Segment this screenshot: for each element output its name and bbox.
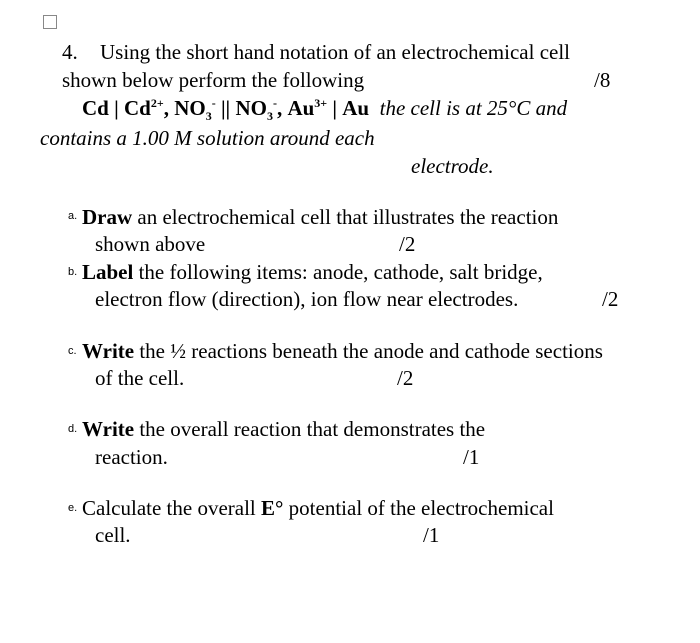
- cell-notation: [82, 96, 568, 124]
- notation-no3-b-sub: 3: [266, 109, 273, 124]
- notation-cd-charge: 2+: [150, 96, 164, 110]
- part-a-verb: Draw: [82, 205, 133, 229]
- part-b-line-2: electron flow (direction), ion flow near electrodes.: [95, 287, 519, 311]
- part-d-line-1: [82, 417, 485, 442]
- part-a-points: /2: [399, 232, 416, 256]
- part-a-label: a.: [68, 210, 78, 222]
- part-b-label: b.: [68, 266, 78, 278]
- part-d-text-1: the overall reaction that demonstrates the: [134, 417, 486, 441]
- question-number: 4.: [62, 40, 78, 64]
- part-c-label: c.: [68, 345, 77, 357]
- notation-no3-a-sub: 3: [205, 109, 212, 124]
- part-b-line-1: [82, 260, 543, 285]
- notation-double-bar: ||: [220, 96, 231, 120]
- part-e-label: e.: [68, 502, 78, 514]
- notation-au-charge: 3+: [314, 96, 328, 110]
- part-c-points: /2: [397, 366, 414, 390]
- notation-no3-a-charge: -: [211, 96, 216, 110]
- notation-bar-1: |: [114, 96, 119, 120]
- notation-au-ion: Au: [287, 96, 315, 120]
- question-line-1: Using the short hand notation of an electrochemical cell: [100, 40, 571, 64]
- part-c-line-1: [82, 339, 603, 364]
- part-e-text-1: Calculate the overall: [82, 496, 262, 520]
- part-b-verb: Label: [82, 260, 134, 284]
- question-line-2: shown below perform the following: [62, 68, 365, 92]
- notation-au: Au: [342, 96, 370, 120]
- part-e-potential-symbol: E°: [261, 496, 284, 520]
- part-b-text-1: the following items: anode, cathode, salt bridge,: [133, 260, 543, 284]
- part-a-text-1: an electrochemical cell that illustrates the reaction: [132, 205, 559, 229]
- part-c-text-1: the ½ reactions beneath the anode and cathode sections: [134, 339, 603, 363]
- question-points: /8: [594, 68, 611, 92]
- notation-no3-b: NO: [235, 96, 267, 120]
- notation-cd: Cd: [82, 96, 109, 120]
- condition-line-1: the cell is at 25°C and: [379, 96, 568, 120]
- part-e-text-1b: potential of the electrochemical: [283, 496, 554, 520]
- part-a-line-1: [82, 205, 558, 230]
- notation-no3-a: NO: [174, 96, 206, 120]
- condition-line-2: contains a 1.00 M solution around each: [40, 126, 375, 150]
- part-e-points: /1: [423, 523, 440, 547]
- part-e-line-1: [82, 496, 554, 521]
- notation-comma-2: ,: [276, 96, 283, 120]
- notation-cd-ion: Cd: [123, 96, 151, 120]
- notation-no3-b-charge: -: [272, 96, 277, 110]
- part-e-line-2: cell.: [95, 523, 131, 547]
- part-d-label: d.: [68, 423, 78, 435]
- notation-comma-1: ,: [163, 96, 169, 120]
- part-b-points: /2: [602, 287, 619, 311]
- notation-bar-2: |: [332, 96, 338, 120]
- part-d-verb: Write: [82, 417, 135, 441]
- condition-line-3: electrode.: [411, 154, 494, 178]
- part-a-line-2: shown above: [95, 232, 206, 256]
- part-d-line-2: reaction.: [95, 445, 168, 469]
- checkbox[interactable]: [43, 15, 57, 29]
- part-c-verb: Write: [82, 339, 135, 363]
- part-d-points: /1: [463, 445, 480, 469]
- part-c-line-2: of the cell.: [95, 366, 185, 390]
